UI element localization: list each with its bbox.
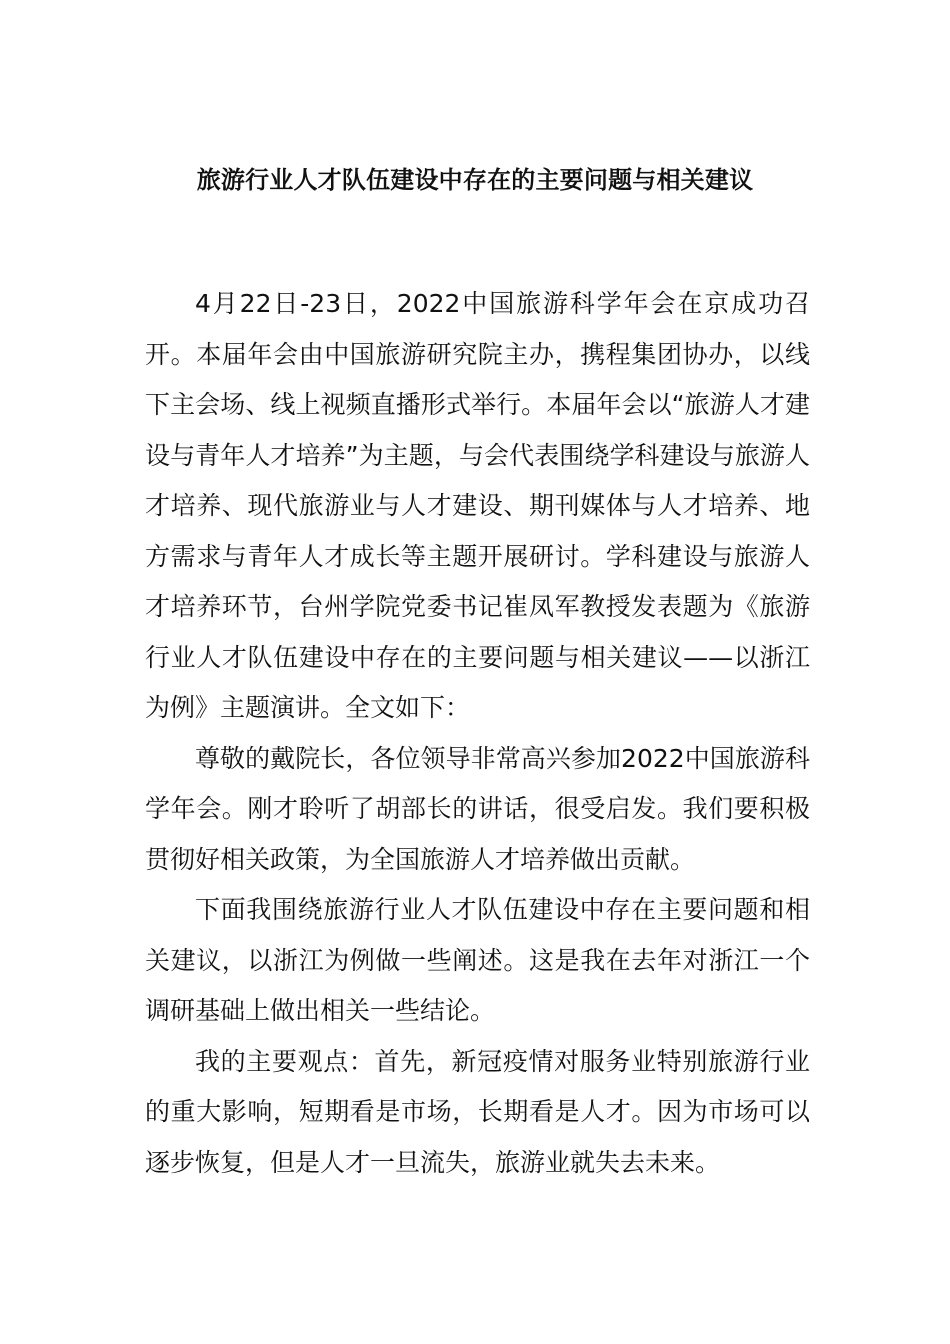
document-body <box>145 279 810 1188</box>
paragraph-4: 我的主要观点：首先，新冠疫情对服务业特别旅游行业的重大影响，短期看是市场，长期看是人才。因为市场可以逐步恢复，但是人才一旦流失，旅游业就失去未来。 <box>145 1046 810 1177</box>
paragraph-1: 4月22日-23日，2022中国旅游科学年会在京成功召开。本届年会由中国旅游研究院主办，携程集团协办，以线下主会场、线上视频直播形式举行。本届年会以“旅游人才建设与青年人才培养”为主题，与会代表围绕学科建设与旅游人才培养、现代旅游业与人才建设、期刊媒体与人才培养、地方需求与青年人才成长等主题开展研讨。学科建设与旅游人才培养环节，台州学院党委书记崔凤军教授发表题为《旅游行业人才队伍建设中存在的主要问题与相关建议——以浙江为例》主题演讲。全文如下： <box>145 289 810 722</box>
paragraph-2: 尊敬的戴院长，各位领导非常高兴参加2022中国旅游科学年会。刚才聆听了胡部长的讲话，很受启发。我们要积极贯彻好相关政策，为全国旅游人才培养做出贡献。 <box>145 743 810 874</box>
document-title: 旅游行业人才队伍建设中存在的主要问题与相关建议 <box>196 166 754 194</box>
paragraph-3: 下面我围绕旅游行业人才队伍建设中存在主要问题和相关建议，以浙江为例做一些阐述。这是我在去年对浙江一个调研基础上做出相关一些结论。 <box>145 895 810 1025</box>
